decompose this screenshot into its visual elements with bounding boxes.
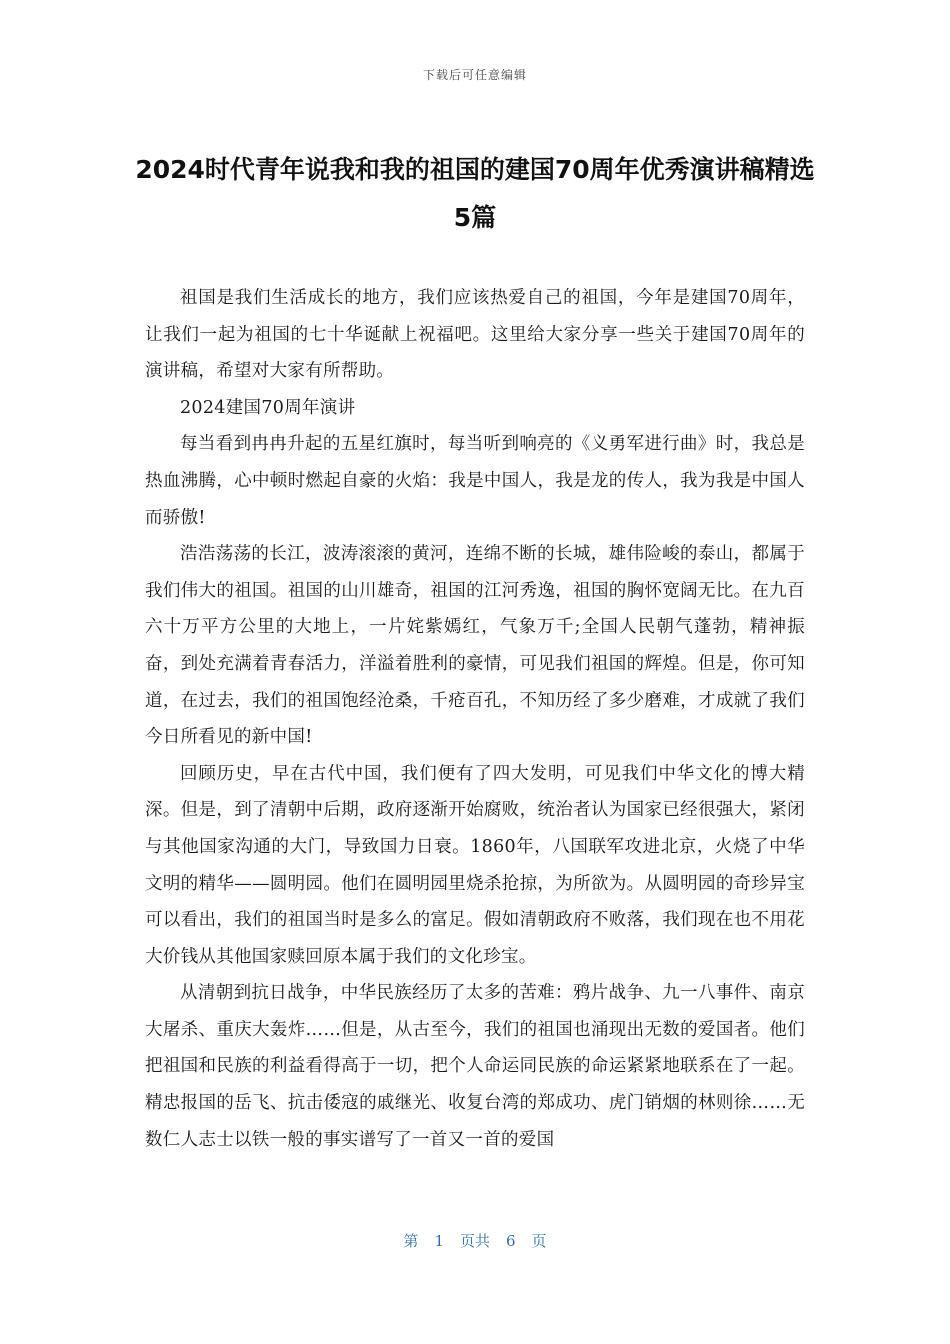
paragraph: 每当看到冉冉升起的五星红旗时，每当听到响亮的《义勇军进行曲》时，我总是热血沸腾，心中顿时燃起自豪的火焰：我是中国人，我是龙的传人，我为我是中国人而骄傲! xyxy=(145,434,805,528)
paragraph-intro: 祖国是我们生活成长的地方，我们应该热爱自己的祖国，今年是建国70周年，让我们一起为祖国的七十华诞献上祝福吧。这里给大家分享一些关于建国70周年的演讲稿，希望对大家有所帮助。 xyxy=(145,288,805,382)
total-pages: 6 xyxy=(506,1232,516,1250)
paragraph: 从清朝到抗日战争，中华民族经历了太多的苦难：鸦片战争、九一八事件、南京大屠杀、重庆大轰炸……但是，从古至今，我们的祖国也涌现出无数的爱国者。他们把祖国和民族的利益看得高于一切，把个人命运同民族的命运紧紧地联系在了一起。精忠报国的岳飞、抗击倭寇的戚继光、收复台湾的郑成功、虎门销烟的林则徐……无数仁人志士以铁一般的事实谱写了一首又一首的爱国 xyxy=(145,983,805,1150)
footer-prefix: 第 xyxy=(403,1232,419,1250)
paragraph: 回顾历史，早在古代中国，我们便有了四大发明，可见我们中华文化的博大精深。但是，到了清朝中后期，政府逐渐开始腐败，统治者认为国家已经很强大，紧闭与其他国家沟通的大门，导致国力日衰。1860年，八国联军攻进北京，火烧了中华文明的精华——圆明园。他们在圆明园里烧杀抢掠，为所欲为。从圆明园的奇珍异宝可以看出，我们的祖国当时是多么的富足。假如清朝政府不败落，我们现在也不用花大价钱从其他国家赎回原本属于我们的文化珍宝。 xyxy=(145,763,805,967)
section-heading: 2024建国70周年演讲 xyxy=(180,397,356,418)
page-number: 1 xyxy=(434,1232,444,1250)
page-footer xyxy=(0,1230,950,1251)
paragraph: 浩浩荡荡的长江，波涛滚滚的黄河，连绵不断的长城，雄伟险峻的泰山，都属于我们伟大的祖国。祖国的山川雄奇，祖国的江河秀逸，祖国的胸怀宽阔无比。在九百六十万平方公里的大地上，一片姹紫嫣红，气象万千;全国人民朝气蓬勃，精神振奋，到处充满着青春活力，洋溢着胜利的豪情，可见我们祖国的辉煌。但是，你可知道，在过去，我们的祖国饱经沧桑，千疮百孔，不知历经了多少磨难，才成就了我们今日所看见的新中国! xyxy=(145,544,805,748)
footer-middle: 页共 xyxy=(459,1232,490,1250)
document-body xyxy=(145,280,805,1158)
document-title: 2024时代青年说我和我的祖国的建国70周年优秀演讲稿精选5篇 xyxy=(135,155,815,232)
header-note: 下载后可任意编辑 xyxy=(422,68,527,82)
footer-suffix: 页 xyxy=(531,1232,547,1250)
